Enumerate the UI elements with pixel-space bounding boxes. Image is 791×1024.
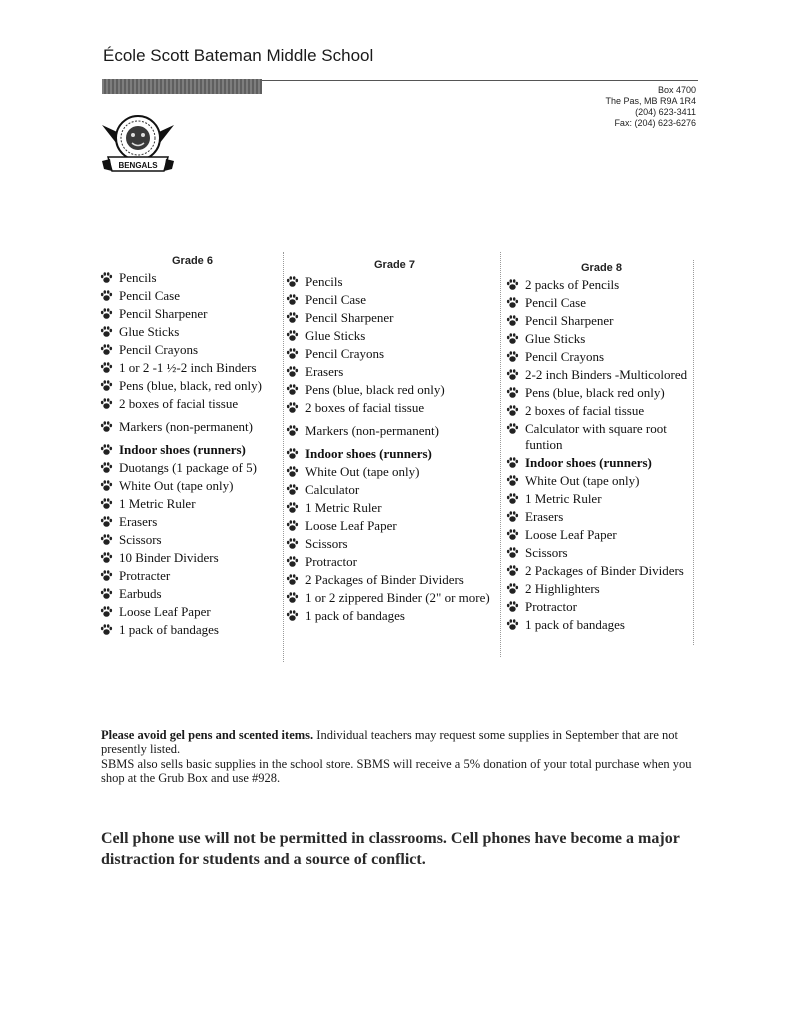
paw-print-icon bbox=[506, 278, 519, 291]
paw-print-icon bbox=[100, 515, 113, 528]
supply-item bbox=[100, 419, 278, 435]
supply-item bbox=[100, 306, 278, 322]
supply-item-text: Loose Leaf Paper bbox=[525, 527, 617, 542]
notes-line-1-rest: Individual teachers may request some supplies in September that are not presently listed. bbox=[101, 728, 678, 756]
supply-item-text: 2 boxes of facial tissue bbox=[119, 396, 239, 411]
supply-item-text: 2-2 inch Binders -Multicolored bbox=[525, 367, 688, 382]
supply-item bbox=[506, 295, 690, 311]
paw-print-icon bbox=[506, 600, 519, 613]
column-divider bbox=[500, 252, 501, 657]
supply-item-text: Indoor shoes (runners) bbox=[525, 455, 652, 470]
paw-print-icon bbox=[506, 368, 519, 381]
supply-item-text: Erasers bbox=[119, 514, 158, 529]
notes-line-1 bbox=[101, 728, 711, 756]
notes-line-1-bold: Please avoid gel pens and scented items. bbox=[101, 728, 314, 742]
paw-print-icon bbox=[286, 311, 299, 324]
supply-item bbox=[100, 622, 278, 638]
supply-item-text: Loose Leaf Paper bbox=[305, 518, 397, 533]
paw-print-icon bbox=[506, 350, 519, 363]
grade-6-list bbox=[100, 270, 278, 638]
paw-print-icon bbox=[286, 483, 299, 496]
supply-item bbox=[100, 270, 278, 286]
paw-print-icon bbox=[506, 492, 519, 505]
supply-item-text: Pencil Case bbox=[119, 288, 181, 303]
paw-print-icon bbox=[286, 573, 299, 586]
supply-item-text: Glue Sticks bbox=[525, 331, 586, 346]
supply-item-text: Pens (blue, black, red only) bbox=[119, 378, 262, 393]
supply-item-text: Pens (blue, black red only) bbox=[305, 382, 445, 397]
supply-item bbox=[506, 545, 690, 561]
grade-8-title: Grade 8 bbox=[581, 262, 622, 274]
supply-item bbox=[286, 536, 498, 552]
contact-phone: (204) 623-3411 bbox=[635, 107, 696, 117]
supply-item bbox=[286, 464, 498, 480]
supply-item bbox=[506, 599, 690, 615]
supply-item-text: 1 or 2 zippered Binder (2" or more) bbox=[305, 590, 490, 605]
paw-print-icon bbox=[286, 383, 299, 396]
supply-item bbox=[286, 364, 498, 380]
supply-item-text: 2 Packages of Binder Dividers bbox=[525, 563, 684, 578]
paw-print-icon bbox=[506, 546, 519, 559]
supply-item bbox=[100, 586, 278, 602]
paw-print-icon bbox=[100, 479, 113, 492]
paw-print-icon bbox=[100, 307, 113, 320]
supply-item bbox=[506, 421, 690, 453]
supply-item bbox=[286, 590, 498, 606]
supply-item-text: Pencil Sharpener bbox=[525, 313, 614, 328]
supply-item-text: Duotangs (1 package of 5) bbox=[119, 460, 257, 475]
notes-block bbox=[101, 728, 711, 785]
supply-item bbox=[100, 442, 278, 458]
supply-item bbox=[506, 385, 690, 401]
paw-print-icon bbox=[506, 296, 519, 309]
supply-item-text: Pencil Sharpener bbox=[305, 310, 394, 325]
supply-item bbox=[506, 367, 690, 383]
supply-item-text: Protractor bbox=[305, 554, 357, 569]
supply-item-text: Pencils bbox=[119, 270, 157, 285]
school-name: École Scott Bateman Middle School bbox=[103, 46, 374, 65]
paw-print-icon bbox=[100, 587, 113, 600]
supply-item-text: White Out (tape only) bbox=[525, 473, 640, 488]
supply-item-text: Pencil Case bbox=[525, 295, 587, 310]
supply-item bbox=[506, 617, 690, 633]
paw-print-icon bbox=[286, 609, 299, 622]
supply-item bbox=[286, 346, 498, 362]
paw-print-icon bbox=[506, 618, 519, 631]
paw-print-icon bbox=[100, 443, 113, 456]
supply-item-text: 1 Metric Ruler bbox=[305, 500, 382, 515]
supply-item-text: Protractor bbox=[525, 599, 577, 614]
supply-item bbox=[286, 482, 498, 498]
supply-item bbox=[286, 572, 498, 588]
supply-item bbox=[286, 423, 498, 439]
supply-item bbox=[286, 608, 498, 624]
supply-item-text: Erasers bbox=[305, 364, 344, 379]
supply-item-text: Erasers bbox=[525, 509, 564, 524]
paw-print-icon bbox=[100, 461, 113, 474]
paw-print-icon bbox=[100, 325, 113, 338]
supply-item bbox=[286, 518, 498, 534]
supply-item-text: White Out (tape only) bbox=[305, 464, 420, 479]
paw-print-icon bbox=[100, 343, 113, 356]
supply-item bbox=[286, 400, 498, 416]
school-logo bbox=[100, 113, 176, 183]
supply-item-text: Markers (non-permanent) bbox=[305, 423, 439, 438]
paw-print-icon bbox=[286, 365, 299, 378]
supply-item-text: Scissors bbox=[305, 536, 348, 551]
paw-print-icon bbox=[286, 424, 299, 437]
supply-item-text: Indoor shoes (runners) bbox=[305, 446, 432, 461]
supply-item-text: Glue Sticks bbox=[119, 324, 180, 339]
supply-item-text: 2 Packages of Binder Dividers bbox=[305, 572, 464, 587]
paw-print-icon bbox=[100, 271, 113, 284]
supply-item bbox=[100, 378, 278, 394]
supply-item-text: Pencil Case bbox=[305, 292, 367, 307]
paw-print-icon bbox=[506, 314, 519, 327]
notes-line-2: SBMS also sells basic supplies in the school store. SBMS will receive a 5% donation of your total purchase when you shop at the Grub Box and use #928. bbox=[101, 757, 692, 785]
paw-print-icon bbox=[506, 456, 519, 469]
supply-item-text: Markers (non-permanent) bbox=[119, 419, 253, 434]
paw-print-icon bbox=[286, 329, 299, 342]
paw-print-icon bbox=[506, 332, 519, 345]
grade-6-title: Grade 6 bbox=[172, 255, 213, 267]
paw-print-icon bbox=[100, 497, 113, 510]
supply-item-text: Pencil Crayons bbox=[305, 346, 385, 361]
supply-item-text: 10 Binder Dividers bbox=[119, 550, 219, 565]
supply-item bbox=[286, 382, 498, 398]
paw-print-icon bbox=[506, 422, 519, 435]
supply-item bbox=[506, 331, 690, 347]
paw-print-icon bbox=[100, 289, 113, 302]
paw-print-icon bbox=[100, 605, 113, 618]
supply-item bbox=[506, 313, 690, 329]
supply-item bbox=[506, 349, 690, 365]
paw-print-icon bbox=[286, 347, 299, 360]
supply-item-text: Calculator with square root funtion bbox=[525, 421, 667, 452]
supply-item bbox=[100, 396, 278, 412]
supply-item-text: Glue Sticks bbox=[305, 328, 366, 343]
supply-item-text: Pens (blue, black red only) bbox=[525, 385, 665, 400]
paw-print-icon bbox=[286, 275, 299, 288]
supply-item-text: Scissors bbox=[525, 545, 568, 560]
supply-item bbox=[100, 342, 278, 358]
supply-item-text: 1 pack of bandages bbox=[305, 608, 405, 623]
paw-print-icon bbox=[286, 465, 299, 478]
supply-item bbox=[286, 310, 498, 326]
grade-8-column bbox=[506, 262, 690, 635]
supply-item-text: 1 pack of bandages bbox=[119, 622, 219, 637]
cell-phone-warning: Cell phone use will not be permitted in classrooms. Cell phones have become a major distraction for students and a source of conflict. bbox=[101, 830, 680, 868]
contact-block bbox=[605, 85, 696, 129]
supply-item bbox=[100, 460, 278, 476]
contact-fax: Fax: (204) 623-6276 bbox=[614, 118, 696, 128]
supply-item bbox=[506, 563, 690, 579]
supply-item-text: Protracter bbox=[119, 568, 171, 583]
grade-7-title: Grade 7 bbox=[374, 259, 415, 271]
grade-6-column bbox=[100, 255, 278, 640]
supply-item bbox=[506, 491, 690, 507]
supply-item-text: 2 boxes of facial tissue bbox=[305, 400, 425, 415]
paw-print-icon bbox=[286, 501, 299, 514]
paw-print-icon bbox=[286, 555, 299, 568]
supply-item-text: Pencil Crayons bbox=[119, 342, 199, 357]
paw-print-icon bbox=[100, 623, 113, 636]
logo-banner-text: BENGALS bbox=[118, 161, 158, 170]
supply-item-text: 1 or 2 -1 ½-2 inch Binders bbox=[119, 360, 257, 375]
paw-print-icon bbox=[100, 420, 113, 433]
paw-print-icon bbox=[506, 528, 519, 541]
supply-item bbox=[286, 554, 498, 570]
supply-item-text: 1 pack of bandages bbox=[525, 617, 625, 632]
supply-item-text: 1 Metric Ruler bbox=[119, 496, 196, 511]
supply-item-text: Calculator bbox=[305, 482, 360, 497]
paw-print-icon bbox=[506, 582, 519, 595]
paw-print-icon bbox=[506, 474, 519, 487]
paw-print-icon bbox=[286, 293, 299, 306]
grade-7-list bbox=[286, 274, 498, 624]
supply-item bbox=[286, 328, 498, 344]
header-bar bbox=[102, 79, 262, 94]
supply-item bbox=[286, 500, 498, 516]
paw-print-icon bbox=[506, 564, 519, 577]
paw-print-icon bbox=[100, 361, 113, 374]
supply-item-text: Indoor shoes (runners) bbox=[119, 442, 246, 457]
header-rule bbox=[262, 80, 698, 81]
contact-po-box: Box 4700 bbox=[657, 85, 696, 95]
supply-item-text: 2 boxes of facial tissue bbox=[525, 403, 645, 418]
paw-print-icon bbox=[286, 591, 299, 604]
supply-item bbox=[286, 274, 498, 290]
column-divider bbox=[283, 252, 284, 662]
supply-item bbox=[100, 478, 278, 494]
supply-item bbox=[100, 496, 278, 512]
supply-item-text: 2 packs of Pencils bbox=[525, 277, 620, 292]
supply-item bbox=[100, 514, 278, 530]
supply-item bbox=[506, 581, 690, 597]
paw-print-icon bbox=[506, 404, 519, 417]
paw-print-icon bbox=[506, 386, 519, 399]
supply-item bbox=[100, 532, 278, 548]
supply-item bbox=[506, 403, 690, 419]
paw-print-icon bbox=[286, 447, 299, 460]
supply-item-text: Loose Leaf Paper bbox=[119, 604, 211, 619]
supply-item-text: White Out (tape only) bbox=[119, 478, 234, 493]
supply-item bbox=[506, 509, 690, 525]
supply-item-text: 2 Highlighters bbox=[525, 581, 600, 596]
paw-print-icon bbox=[100, 551, 113, 564]
supply-item bbox=[506, 473, 690, 489]
grade-8-list bbox=[506, 277, 690, 633]
paw-print-icon bbox=[286, 537, 299, 550]
paw-print-icon bbox=[100, 533, 113, 546]
supply-item bbox=[100, 604, 278, 620]
paw-print-icon bbox=[100, 379, 113, 392]
supply-item bbox=[100, 568, 278, 584]
supply-item bbox=[506, 527, 690, 543]
supply-item bbox=[506, 277, 690, 293]
paw-print-icon bbox=[286, 519, 299, 532]
supply-item bbox=[506, 455, 690, 471]
paw-print-icon bbox=[506, 510, 519, 523]
grade-7-column bbox=[286, 259, 498, 626]
paw-print-icon bbox=[100, 397, 113, 410]
supply-item-text: Pencils bbox=[305, 274, 343, 289]
contact-address: The Pas, MB R9A 1R4 bbox=[605, 96, 696, 106]
supply-item-text: 1 Metric Ruler bbox=[525, 491, 602, 506]
supply-item-text: Earbuds bbox=[119, 586, 162, 601]
supply-item-text: Pencil Crayons bbox=[525, 349, 605, 364]
supply-item bbox=[100, 288, 278, 304]
supply-item-text: Scissors bbox=[119, 532, 162, 547]
column-divider bbox=[693, 260, 694, 645]
supply-item bbox=[100, 324, 278, 340]
paw-print-icon bbox=[100, 569, 113, 582]
supply-item bbox=[286, 446, 498, 462]
paw-print-icon bbox=[286, 401, 299, 414]
supply-item bbox=[286, 292, 498, 308]
supply-item-text: Pencil Sharpener bbox=[119, 306, 208, 321]
supply-item bbox=[100, 360, 278, 376]
supply-item bbox=[100, 550, 278, 566]
